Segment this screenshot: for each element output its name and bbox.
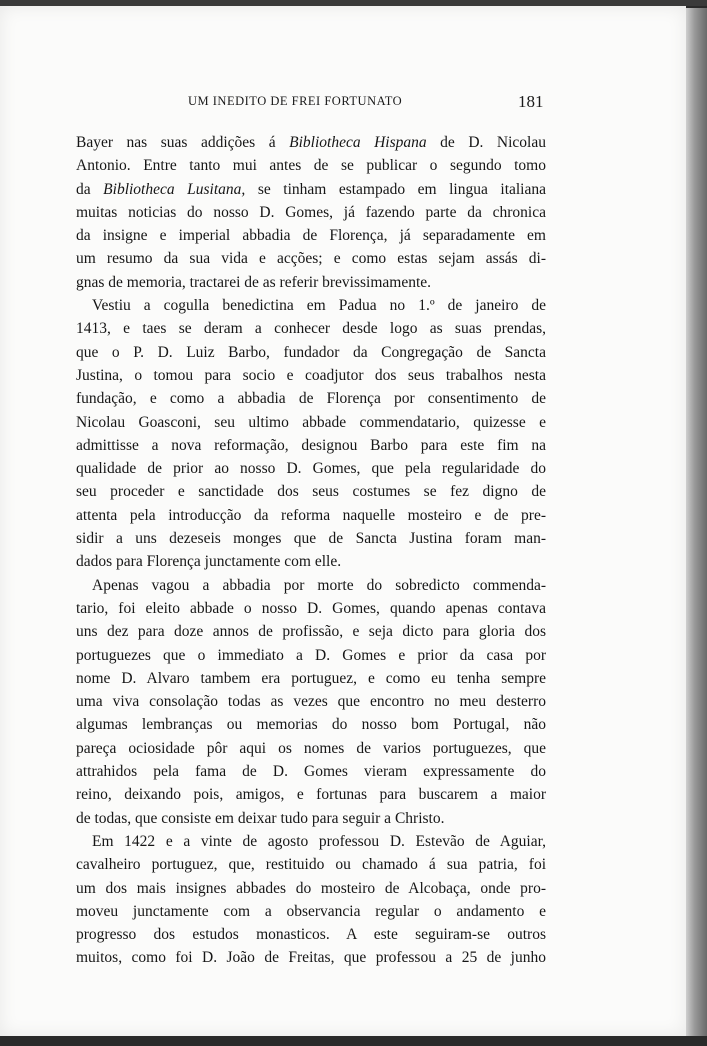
text-line: qualidade de prior ao nosso D. Gomes, que pela regularidade do — [76, 460, 546, 478]
page-number: 181 — [518, 92, 544, 111]
text-line: muitas noticias do nosso D. Gomes, já fazendo parte da chronica — [76, 203, 546, 221]
text-line: seu proceder e sanctidade dos seus costumes se fez digno de — [76, 483, 546, 501]
text-line: progresso dos estudos monasticos. A este seguiram-se outros — [76, 926, 546, 944]
text-line: muitos, como foi D. João de Freitas, que professou a 25 de junho — [76, 949, 546, 967]
text-line: sidir a uns dezeseis monges que de Sancta Justina foram man- — [76, 530, 546, 548]
text-line: cavalheiro portuguez, que, restituido ou chamado á sua patria, foi — [76, 856, 546, 874]
text-line: attenta pela introducção da reforma naquelle mosteiro e de pre- — [76, 506, 546, 524]
text-line: Nicolau Goasconi, seu ultimo abbade commendatario, quizesse e — [76, 413, 546, 431]
text-line: nome D. Alvaro tambem era portuguez, e como eu tenha sempre — [76, 669, 546, 687]
text-line: dados para Florença junctamente com elle. — [76, 553, 342, 571]
text-line: fundação, e como a abbadia de Florença por consentimento de — [76, 390, 546, 408]
text-line: gnas de memoria, tractarei de as referir brevissimamente. — [76, 273, 432, 291]
body-text — [76, 131, 546, 970]
text-line: reino, deixando pois, amigos, e fortunas para buscarem a maior — [76, 786, 546, 804]
italic-title: Bibliotheca Lusitana, — [103, 180, 246, 198]
text-line: Em 1422 e a vinte de agosto professou D. Estevão de Aguiar, — [92, 832, 546, 850]
italic-title: Bibliotheca Hispana — [289, 134, 427, 151]
page-stack-edge — [686, 8, 707, 1036]
text-line: portuguezes que o immediato a D. Gomes e prior da casa por — [76, 646, 546, 664]
text-line: um dos mais insignes abbades do mosteiro de Alcobaça, onde pro- — [76, 879, 546, 897]
text-line: Justina, o tomou para socio e coadjutor dos seus trabalhos nesta — [76, 366, 546, 384]
running-title: UM INEDITO DE FREI FORTUNATO — [188, 94, 403, 108]
text-line: moveu junctamente com a observancia regular o andamento e — [76, 902, 546, 920]
text-line: Apenas vagou a abbadia por morte do sobredicto commenda- — [92, 576, 546, 594]
text-line: da Bibliotheca Lusitana, se tinham estampado em lingua italiana — [76, 180, 546, 198]
text-line: que o P. D. Luiz Barbo, fundador da Congregação de Sancta — [76, 343, 546, 361]
text-line: um resumo da sua vida e acções; e como estas sejam assás di- — [76, 250, 546, 268]
text-line: admittisse a nova reformação, designou Barbo para este fim na — [76, 436, 546, 454]
text-line: attrahidos pela fama de D. Gomes vieram expressamente do — [76, 763, 546, 781]
book-page — [0, 6, 686, 1036]
text-line: algumas lembranças ou memorias do nosso bom Portugal, não — [76, 716, 546, 734]
text-line: tario, foi eleito abbade o nosso D. Gomes, quando apenas contava — [76, 599, 546, 617]
text-line: da insigne e imperial abbadia de Florença, já separadamente em — [76, 227, 546, 245]
text-line: de todas, que consiste em deixar tudo para seguir a Christo. — [76, 809, 445, 827]
text-line: uma viva consolação todas as vezes que encontro no meu desterro — [76, 693, 546, 711]
text-line: Vestiu a cogulla benedictina em Padua no 1.º de janeiro de — [92, 297, 546, 315]
text-line: 1413, e taes se deram a conhecer desde logo as suas prendas, — [76, 320, 546, 338]
text-line: Bayer nas suas addições á Bibliotheca Hispana de D. Nicolau — [76, 134, 546, 151]
text-line: pareça ociosidade pôr aqui os nomes de varios portuguezes, que — [76, 739, 546, 757]
text-line: Antonio. Entre tanto mui antes de se publicar o segundo tomo — [76, 157, 546, 175]
text-line: uns dez para doze annos de profissão, e seja dicto para gloria dos — [76, 623, 546, 641]
